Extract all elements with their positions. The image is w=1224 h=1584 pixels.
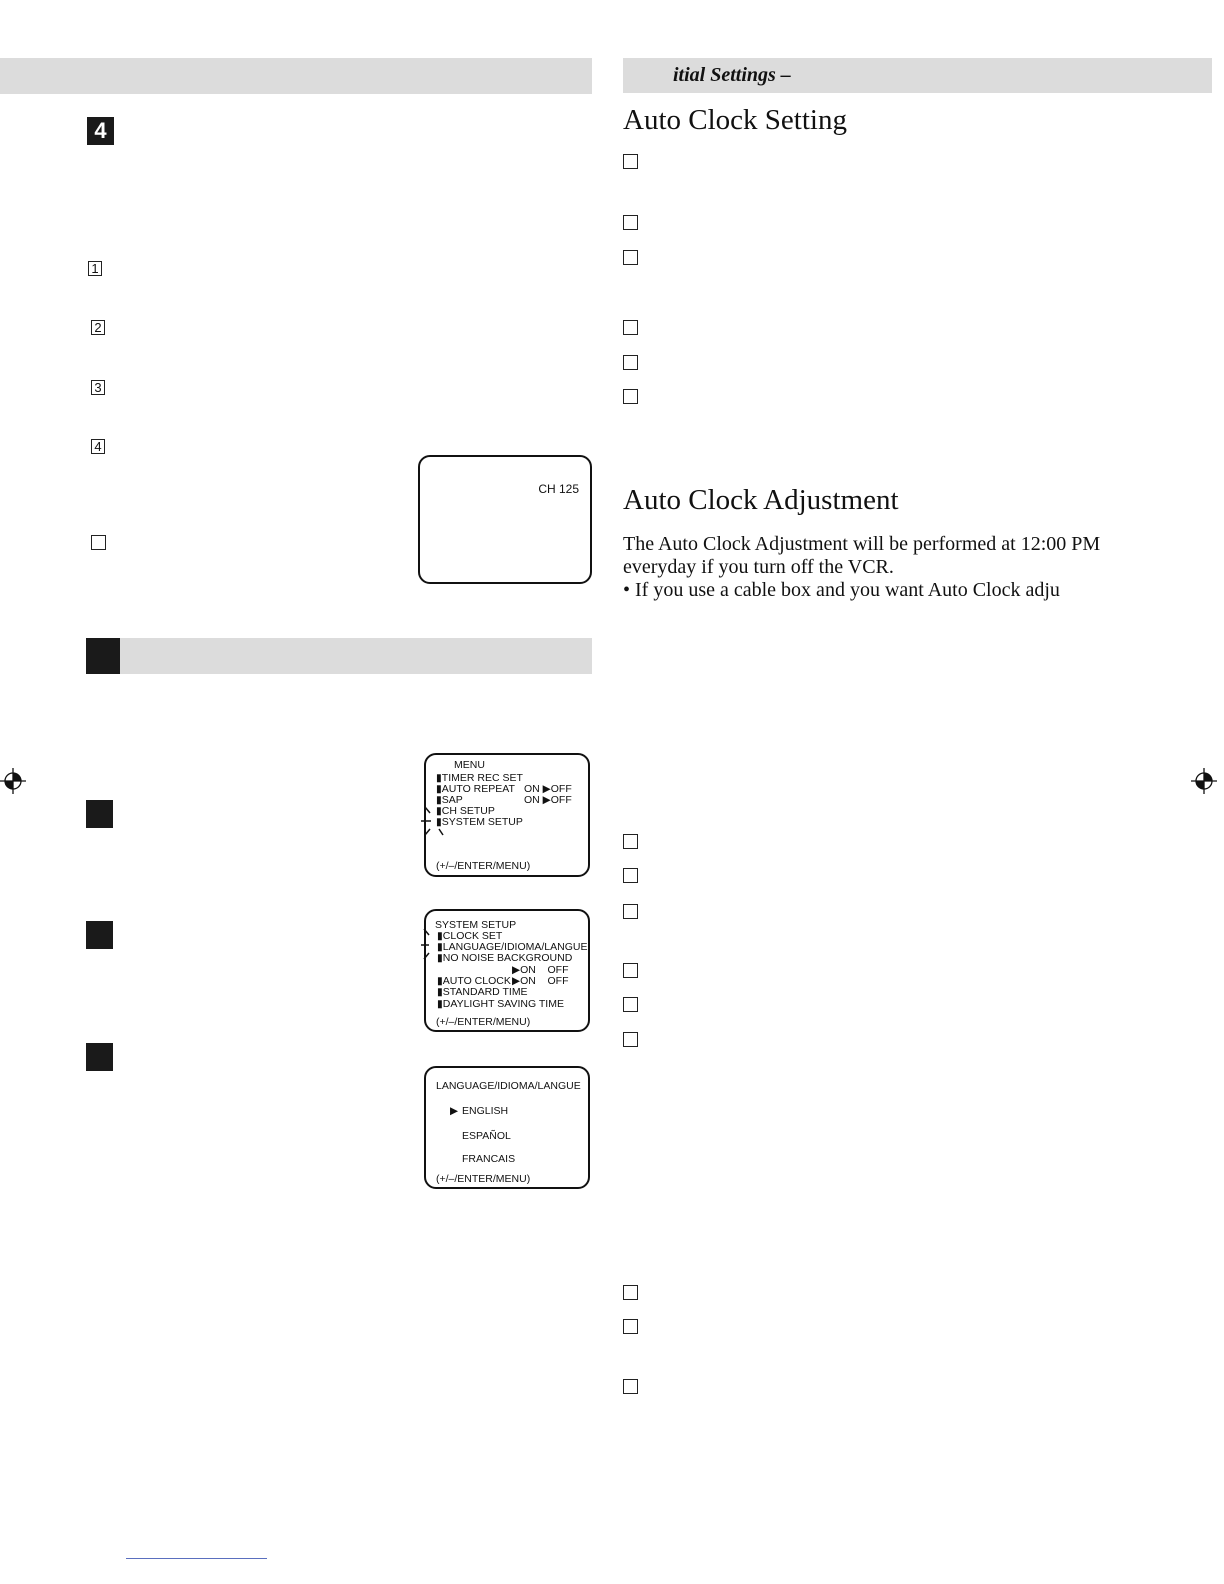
step-checkbox bbox=[623, 215, 638, 230]
auto-clock-adjustment-paragraph: The Auto Clock Adjustment will be performed at 12:00 PM everyday if you turn off the VCR. bbox=[623, 533, 1101, 578]
section-marker bbox=[86, 638, 120, 674]
auto-clock-adjustment-title: Auto Clock Adjustment bbox=[623, 484, 899, 516]
sub-step-1: 1 bbox=[88, 261, 102, 276]
bullet-text: If you use a cable box and you want Auto Clock adju bbox=[635, 579, 1060, 601]
system-item-auto-clock: ▮AUTO CLOCK bbox=[437, 975, 511, 987]
step-marker-3 bbox=[86, 1043, 113, 1071]
language-footer: (+/–/ENTER/MENU) bbox=[436, 1173, 531, 1185]
step-checkbox bbox=[623, 250, 638, 265]
step-checkbox bbox=[623, 154, 638, 169]
system-item-standard-time: ▮STANDARD TIME bbox=[437, 986, 528, 998]
sap-options: ON ▶OFF bbox=[524, 794, 572, 806]
step-checkbox bbox=[623, 1032, 638, 1047]
step-4-marker bbox=[87, 117, 114, 145]
step-checkbox bbox=[623, 1285, 638, 1300]
language-screen bbox=[424, 1066, 590, 1189]
menu-item-auto-repeat: ▮AUTO REPEAT bbox=[436, 783, 515, 795]
ch-tv-screen bbox=[418, 455, 592, 584]
registration-mark-icon bbox=[0, 768, 26, 794]
section-band bbox=[86, 638, 592, 674]
step-checkbox bbox=[623, 355, 638, 370]
system-setup-screen bbox=[424, 909, 590, 1032]
step-checkbox bbox=[623, 389, 638, 404]
step-checkbox bbox=[623, 904, 638, 919]
menu-item-ch-setup: ▮CH SETUP bbox=[436, 805, 495, 817]
step-checkbox bbox=[623, 997, 638, 1012]
language-option-francais: FRANCAIS bbox=[462, 1153, 516, 1165]
blink-cursor-icon bbox=[421, 803, 445, 839]
system-setup-title: SYSTEM SETUP bbox=[435, 919, 517, 931]
menu-screen bbox=[424, 753, 590, 877]
language-title: LANGUAGE/IDIOMA/LANGUE bbox=[436, 1080, 581, 1092]
step-checkbox bbox=[623, 320, 638, 335]
language-option-espanol: ESPAÑOL bbox=[462, 1130, 511, 1142]
system-item-daylight-saving: ▮DAYLIGHT SAVING TIME bbox=[437, 998, 564, 1010]
menu-footer: (+/–/ENTER/MENU) bbox=[436, 860, 531, 872]
bullet-item bbox=[623, 579, 1060, 602]
registration-mark-icon bbox=[1191, 768, 1217, 794]
step-4-label: 4 bbox=[94, 118, 107, 143]
menu-item-system-setup: ▮SYSTEM SETUP bbox=[436, 816, 523, 828]
step-marker-2 bbox=[86, 921, 113, 949]
sub-step-2: 2 bbox=[91, 320, 105, 335]
note-checkbox bbox=[91, 535, 106, 550]
step-checkbox bbox=[623, 963, 638, 978]
right-header-title: itial Settings – bbox=[673, 64, 791, 86]
step-checkbox bbox=[623, 868, 638, 883]
bullet-icon: • bbox=[623, 579, 631, 601]
step-checkbox bbox=[623, 1319, 638, 1334]
sub-step-4: 4 bbox=[91, 439, 105, 454]
language-option-english: ENGLISH bbox=[462, 1105, 509, 1117]
step-marker-1 bbox=[86, 800, 113, 828]
blink-cursor-icon bbox=[421, 927, 435, 961]
auto-repeat-options: ON ▶OFF bbox=[524, 783, 572, 795]
system-setup-footer: (+/–/ENTER/MENU) bbox=[436, 1016, 531, 1028]
system-item-clock-set: ▮CLOCK SET bbox=[437, 930, 503, 942]
menu-item-timer-rec-set: ▮TIMER REC SET bbox=[436, 772, 523, 784]
auto-clock-setting-title: Auto Clock Setting bbox=[623, 104, 847, 136]
ch-readout: CH 125 bbox=[538, 482, 579, 496]
no-noise-options: ▶ON OFF bbox=[512, 964, 569, 976]
step-checkbox bbox=[623, 834, 638, 849]
footer-rule bbox=[126, 1558, 267, 1559]
menu-item-sap: ▮SAP bbox=[436, 794, 463, 806]
sub-step-3: 3 bbox=[91, 380, 105, 395]
auto-clock-options: ▶ON OFF bbox=[512, 975, 569, 987]
system-item-language: ▮LANGUAGE/IDIOMA/LANGUE bbox=[437, 941, 588, 953]
left-header-band bbox=[0, 58, 592, 94]
step-checkbox bbox=[623, 1379, 638, 1394]
system-item-no-noise: ▮NO NOISE BACKGROUND bbox=[437, 952, 573, 964]
selected-marker-icon: ▶ bbox=[450, 1105, 459, 1117]
menu-title: MENU bbox=[454, 759, 485, 771]
